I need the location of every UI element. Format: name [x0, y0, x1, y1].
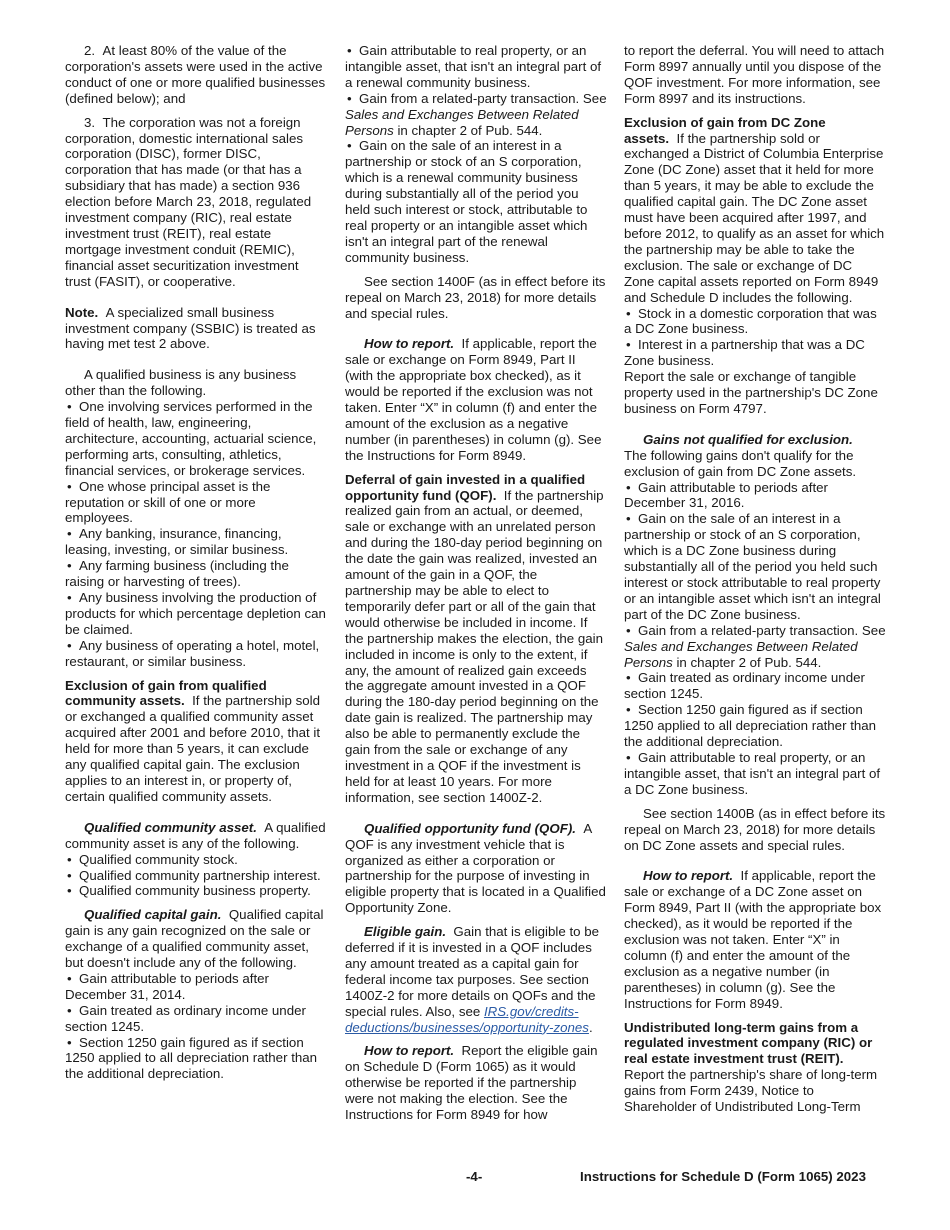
note: Note. A specialized small business investment company (SSBIC) is treated as having met test 2 above.: [65, 304, 316, 352]
list-item: • Section 1250 gain figured as if section 1250 applied to all depreciation rather than the additional depreciation.: [65, 1035, 327, 1083]
column-3: [624, 43, 886, 1115]
paragraph: A qualified business is any business other than the following.: [65, 367, 297, 399]
list-item: • Gain attributable to real property, or an intangible asset, that isn't an integral part of a renewal community business.: [345, 43, 607, 91]
list-item: • Qualified community stock.: [65, 852, 327, 868]
list-item: • Gain attributable to periods after December 31, 2014.: [65, 971, 327, 1003]
section-heading: Undistributed long-term gains from a regulated investment company (RIC) or real estate investment trust (REIT).: [624, 1019, 873, 1067]
column-1: [65, 43, 327, 1082]
subsection: Qualified community asset. A qualified community asset is any of the following.: [65, 819, 326, 851]
list-item: • Gain attributable to periods after December 31, 2016.: [624, 480, 886, 512]
paragraph: 3. The corporation was not a foreign corporation, domestic international sales corporation (DISC), former DISC, corporation that has made (or that has a subsidiary that has made) a section 936 election before March 23, 2018, regulated investment company (RIC), real estate investment trust (REIT), real estate mortgage investment conduit (REMIC), financial asset securitization investment trust (FASIT), or cooperative.: [65, 114, 312, 289]
paragraph: The following gains don't qualify for the exclusion of gain from DC Zone assets.: [624, 447, 857, 479]
subsection-heading: Qualified capital gain.: [84, 907, 222, 923]
paragraph: Report the partnership's share of long-term gains from Form 2439, Notice to Shareholder of Undistributed Long-Term: [624, 1067, 878, 1115]
subsection-heading: Gains not qualified for exclusion.: [643, 431, 853, 447]
subsection: Qualified capital gain. Qualified capital gain is any gain recognized on the sale or exchange of a qualified community asset, but doesn't include any of the following.: [65, 907, 324, 971]
list-item: • Qualified community business property.: [65, 883, 327, 899]
page-number: -4-: [466, 1169, 483, 1184]
section-heading: Exclusion of gain from DC Zone assets.: [624, 114, 826, 146]
list-item: • Qualified community partnership interest.: [65, 868, 327, 884]
footer-title: Instructions for Schedule D (Form 1065) 2023: [580, 1169, 866, 1184]
list-item: • Gain treated as ordinary income under section 1245.: [65, 1003, 327, 1035]
list-item: • Gain from a related-party transaction. See Sales and Exchanges Between Related Persons in chapter 2 of Pub. 544.: [345, 91, 607, 139]
subsection: Eligible gain. Gain that is eligible to be deferred if it is invested in a QOF includes any amount treated as a capital gain for federal income tax purposes. See section 1400Z-2 for more details on QOFs and the special rules. Also, see IRS.gov/credits-deductions/businesses/opportunity-zones.: [345, 924, 600, 1035]
section-qof: Deferral of gain invested in a qualified opportunity fund (QOF). If the partnership realized gain from an actual, or deemed, sale or exchange with an unrelated person and during the 180-day period beginning on the date the gain was realized, invested an amount of the gain in a QOF, the partnership may be able to elect to temporarily defer part or all of the gain that would otherwise be included in income. If the partnership makes the election, the gain included in income is only to the extent, if any, the amount of realized gain exceeds the aggregate amount invested in a QOF during the 180-day period beginning on the date gain is realized. The partnership may also be able to permanently exclude the gain from the sale or exchange of any investment in a QOF if the investment is held for at least 10 years. For more information, see section 1400Z-2.: [345, 471, 604, 805]
paragraph: See section 1400F (as in effect before its repeal on March 23, 2018) for more details and special rules.: [345, 273, 606, 321]
list-item: • Any farming business (including the raising or harvesting of trees).: [65, 558, 327, 590]
list-item: • Gain attributable to real property, or an intangible asset, that isn't an integral part of a DC Zone business.: [624, 750, 886, 798]
paragraph: 2. At least 80% of the value of the corporation's assets were used in the active conduct of one or more qualified businesses (defined below); and: [65, 43, 326, 106]
subsection-heading: Qualified opportunity fund (QOF).: [364, 820, 576, 836]
list-item: • Any business involving the production of products for which percentage depletion can be claimed.: [65, 590, 327, 638]
section-heading: Deferral of gain invested in a qualified opportunity fund (QOF).: [345, 471, 586, 503]
subsection-heading: How to report.: [643, 868, 734, 884]
paragraph: See section 1400B (as in effect before its repeal on March 23, 2018) for more details on DC Zone assets and special rules.: [624, 805, 886, 853]
section-exclusion-community: Exclusion of gain from qualified community assets. If the partnership sold or exchanged a qualified community asset acquired after 2001 and before 2010, that it held for more than 5 years, it can exclude any qualified capital gain. The exclusion applies to an interest in, or property of, certain qualified community assets.: [65, 677, 321, 804]
list-item: • Any business of operating a hotel, motel, restaurant, or similar business.: [65, 638, 327, 670]
paragraph: Report the sale or exchange of tangible property used in the partnership's DC Zone business on Form 4797.: [624, 369, 878, 416]
section-heading: Exclusion of gain from qualified community assets.: [65, 677, 267, 709]
list-item: • Interest in a partnership that was a DC Zone business.: [624, 337, 886, 369]
list-item: • Gain on the sale of an interest in a partnership or stock of an S corporation, which is a DC Zone business during substantially all of the period you held such interest or stock attributable to real property or an intangible asset which isn't an integral part of the DC Zone business.: [624, 511, 886, 622]
section-dc-zone: Exclusion of gain from DC Zone assets. If the partnership sold or exchanged a District of Columbia Enterprise Zone (DC Zone) asset that it held for more than 5 years, it may be able to exclude the qualified capital gain. The DC Zone asset must have been acquired after 1997, and before 2012, to qualify as an asset for which the partnership may be able to take the exclusion. The sale or exchange of DC Zone capital assets reported on Form 8949 and Schedule D includes the following.: [624, 114, 885, 305]
list-item: • Stock in a domestic corporation that was a DC Zone business.: [624, 306, 886, 338]
list-item: • One whose principal asset is the reputation or skill of one or more employees.: [65, 479, 327, 527]
subsection-heading: How to report.: [364, 336, 455, 352]
subsection-heading: Eligible gain.: [364, 924, 447, 940]
opportunity-zones-link[interactable]: IRS.gov/credits-deductions/businesses/opportunity-zones: [345, 1003, 589, 1035]
subsection-heading: How to report.: [364, 1043, 455, 1059]
list-item: • Gain from a related-party transaction. See Sales and Exchanges Between Related Persons in chapter 2 of Pub. 544.: [624, 623, 886, 671]
list-item: • One involving services performed in the field of health, law, engineering, architecture, accounting, actuarial science, performing arts, consulting, athletics, financial services, or brokerage services.: [65, 399, 327, 479]
note-label: Note.: [65, 304, 99, 320]
subsection: How to report. If applicable, report the sale or exchange on Form 8949, Part II (with the appropriate box checked), as it would be reported if the exclusion was not taken. Enter “X” in column (f) and enter the amount of the exclusion as a negative number (in parentheses) in column (g). See the Instructions for Form 8949.: [345, 336, 602, 463]
subsection: [624, 432, 886, 448]
column-2: [345, 43, 607, 1123]
subsection: Qualified opportunity fund (QOF). A QOF is any investment vehicle that is organized as either a corporation or partnership for the purpose of investing in eligible property that is located in a Qualified Opportunity Zone.: [345, 820, 606, 916]
subsection-heading: Qualified community asset.: [84, 819, 257, 835]
list-item: • Gain on the sale of an interest in a partnership or stock of an S corporation, which is a renewal community business during substantially all of the period you held such interest or stock, attributable to real property or an intangible asset which isn't an integral part of the renewal community business.: [345, 138, 607, 265]
subsection: How to report. If applicable, report the sale or exchange of a DC Zone asset on Form 8949, Part II (with the appropriate box checked), as it would be reported if the exclusion was not taken. Enter “X” in column (f) and enter the amount of the exclusion as a negative number (in parentheses) in column (g). See the Instructions for Form 8949.: [624, 868, 882, 1011]
list-item: • Gain treated as ordinary income under section 1245.: [624, 670, 886, 702]
subsection: How to report. Report the eligible gain on Schedule D (Form 1065) as it would otherwise be reported if the partnership were not making the election. See the Instructions for Form 8949 for how: [345, 1043, 598, 1123]
list-item: • Any banking, insurance, financing, leasing, investing, or similar business.: [65, 526, 327, 558]
list-item: • Section 1250 gain figured as if section 1250 applied to all depreciation rather than the additional depreciation.: [624, 702, 886, 750]
paragraph: to report the deferral. You will need to attach Form 8997 annually until you dispose of the QOF investment. For more information, see Form 8997 and its instructions.: [624, 43, 885, 106]
